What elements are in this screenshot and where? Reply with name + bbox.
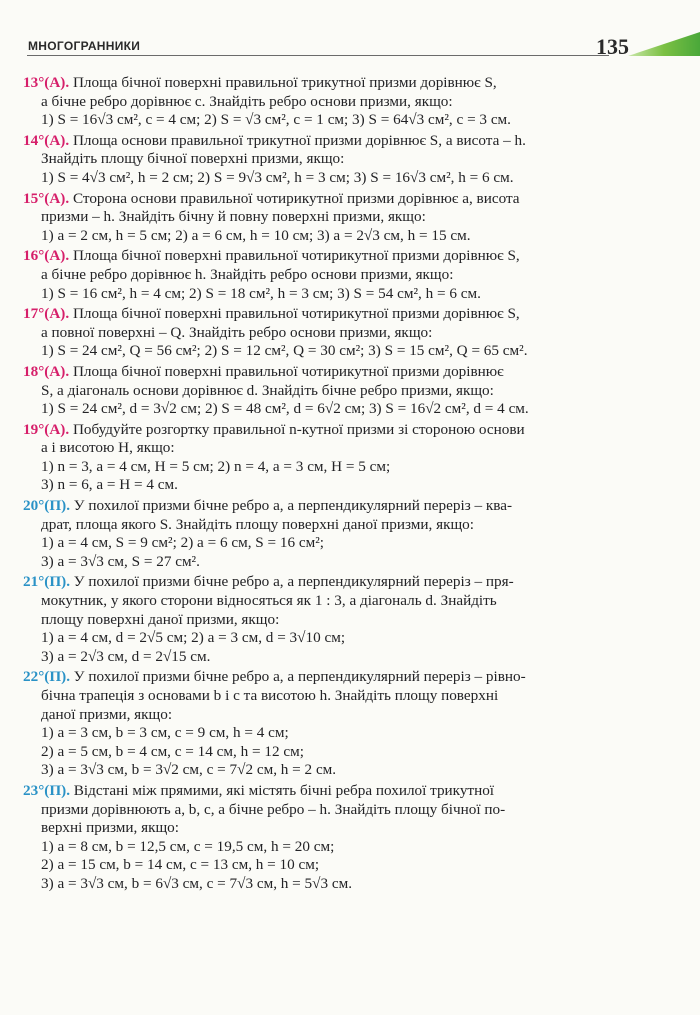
problem-line [23, 93, 635, 112]
problem-text: Площа основи правильної трикутної призми дорівнює S, а висота – h. [72, 131, 526, 149]
problem-text: 3) a = 3√3 см, b = 3√2 см, c = 7√2 см, h = 2 см. [41, 761, 337, 779]
problem-line [23, 553, 635, 572]
problem-text: 2) a = 5 см, b = 4 см, c = 14 см, h = 12 см; [41, 742, 304, 760]
problem-list [23, 74, 635, 896]
problem-text: 3) a = 3√3 см, S = 27 см². [41, 552, 200, 570]
problem-number: 14°(А). [23, 131, 70, 149]
problem-line [23, 439, 635, 458]
problem-text: S, а діагональ основи дорівнює d. Знайдіть бічне ребро призми, якщо: [41, 381, 494, 399]
problem-line [23, 668, 635, 687]
problem-text: 1) S = 24 см², d = 3√2 см; 2) S = 48 см², d = 6√2 см; 3) S = 16√2 см², d = 4 см. [41, 400, 529, 418]
problem-18 [23, 363, 635, 419]
problem-text: а бічне ребро дорівнює c. Знайдіть ребро основи призми, якщо: [41, 92, 453, 110]
problem-line [23, 74, 635, 93]
problem-text: 3) a = 3√3 см, b = 6√3 см, c = 7√3 см, h = 5√3 см. [41, 874, 353, 892]
problem-23 [23, 782, 635, 894]
problem-line [23, 266, 635, 285]
problem-line [23, 363, 635, 382]
problem-line [23, 687, 635, 706]
problem-line [23, 247, 635, 266]
problem-number: 16°(А). [23, 247, 70, 265]
problem-line [23, 801, 635, 820]
problem-text: Площа бічної поверхні правильної чотирикутної призми дорівнює [72, 362, 504, 380]
problem-line [23, 648, 635, 667]
problem-text: бічна трапеція з основами b і c та висотою h. Знайдіть площу поверхні [41, 687, 499, 704]
problem-14 [23, 132, 635, 188]
problem-text: даної призми, якщо: [41, 705, 173, 723]
problem-text: 1) n = 3, a = 4 см, H = 5 см; 2) n = 4, a = 3 см, H = 5 см; [41, 457, 391, 475]
problem-text: призми дорівнюють a, b, c, а бічне ребро – h. Знайдіть площу бічної по- [41, 800, 506, 818]
page-number: 135 [596, 34, 629, 59]
problem-text: а бічне ребро дорівнює h. Знайдіть ребро основи призми, якщо: [41, 265, 454, 283]
problem-line [23, 476, 635, 495]
problem-line [23, 782, 635, 801]
problem-line [23, 819, 635, 838]
problem-text: 1) S = 16√3 см², c = 4 см; 2) S = √3 см², c = 1 см; 3) S = 64√3 см², c = 3 см. [41, 111, 511, 129]
problem-20 [23, 497, 635, 571]
problem-line [23, 169, 635, 188]
header-rule [27, 55, 609, 56]
problem-number: 17°(А). [23, 305, 70, 323]
problem-text: мокутник, у якого сторони відносяться як 1 : 3, а діагональ d. Знайдіть [41, 592, 497, 610]
problem-16 [23, 247, 635, 303]
problem-line [23, 111, 635, 130]
problem-text: призми – h. Знайдіть бічну й повну поверхні призми, якщо: [41, 208, 426, 226]
problem-line [23, 497, 635, 516]
problem-text: 1) S = 4√3 см², h = 2 см; 2) S = 9√3 см², h = 3 см; 3) S = 16√3 см², h = 6 см. [41, 168, 514, 186]
problem-line [23, 706, 635, 725]
problem-line [23, 573, 635, 592]
problem-text: a і висотою H, якщо: [41, 439, 175, 457]
problem-text: Площа бічної поверхні правильної трикутної призми дорівнює S, [72, 74, 497, 91]
problem-line [23, 592, 635, 611]
problem-text: 1) a = 4 см, d = 2√5 см; 2) a = 3 см, d = 3√10 см; [41, 629, 346, 647]
problem-line [23, 190, 635, 209]
problem-text: драт, площа якого S. Знайдіть площу поверхні даної призми, якщо: [41, 515, 474, 533]
problem-text: Знайдіть площу бічної поверхні призми, якщо: [41, 150, 345, 168]
problem-text: Відстані між прямими, які містять бічні ребра похилої трикутної [73, 781, 495, 799]
problem-line [23, 421, 635, 440]
problem-text: 1) a = 3 см, b = 3 см, c = 9 см, h = 4 см; [41, 724, 289, 742]
problem-number: 15°(А). [23, 189, 70, 207]
problem-line [23, 611, 635, 630]
problem-text: Сторона основи правильної чотирикутної призми дорівнює a, висота [72, 189, 520, 207]
problem-line [23, 856, 635, 875]
problem-text: У похилої призми бічне ребро a, а перпендикулярний переріз – рівно- [73, 668, 526, 686]
problem-number: 18°(А). [23, 362, 70, 380]
section-title: МНОГОГРАННИКИ [28, 39, 141, 53]
problem-line [23, 324, 635, 343]
problem-21 [23, 573, 635, 666]
problem-text: Побудуйте розгортку правильної n-кутної призми зі стороною основи [72, 420, 525, 438]
problem-text: У похилої призми бічне ребро a, а перпендикулярний переріз – пря- [73, 573, 514, 591]
problem-text: 1) a = 8 см, b = 12,5 см, c = 19,5 см, h = 20 см; [41, 837, 335, 855]
problem-22 [23, 668, 635, 780]
problem-text: 1) a = 4 см, S = 9 см²; 2) a = 6 см, S = 16 см²; [41, 534, 325, 552]
page-header [0, 0, 700, 70]
problem-line [23, 458, 635, 477]
problem-17 [23, 305, 635, 361]
problem-line [23, 132, 635, 151]
problem-line [23, 516, 635, 535]
problem-line [23, 743, 635, 762]
problem-line [23, 305, 635, 324]
problem-text: верхні призми, якщо: [41, 819, 179, 837]
problem-line [23, 875, 635, 894]
problem-text: 1) S = 16 см², h = 4 см; 2) S = 18 см², h = 3 см; 3) S = 54 см², h = 6 см. [41, 284, 481, 302]
problem-text: 3) n = 6, a = H = 4 см. [41, 476, 178, 494]
problem-line [23, 534, 635, 553]
problem-text: 1) a = 2 см, h = 5 см; 2) a = 6 см, h = 10 см; 3) a = 2√3 см, h = 15 см. [41, 226, 471, 244]
problem-line [23, 342, 635, 361]
problem-line [23, 724, 635, 743]
problem-line [23, 285, 635, 304]
problem-15 [23, 190, 635, 246]
problem-number: 19°(А). [23, 420, 70, 438]
problem-number: 13°(А). [23, 74, 70, 91]
problem-number: 22°(П). [23, 668, 70, 686]
problem-text: 1) S = 24 см², Q = 56 см²; 2) S = 12 см², Q = 30 см²; 3) S = 15 см², Q = 65 см². [41, 342, 528, 360]
problem-number: 23°(П). [23, 781, 70, 799]
problem-number: 21°(П). [23, 573, 70, 591]
problem-number: 20°(П). [23, 497, 70, 515]
problem-text: Площа бічної поверхні правильної чотирикутної призми дорівнює S, [72, 305, 520, 323]
problem-line [23, 382, 635, 401]
problem-line [23, 629, 635, 648]
problem-line [23, 838, 635, 857]
problem-text: 3) a = 2√3 см, d = 2√15 см. [41, 647, 211, 665]
problem-line [23, 761, 635, 780]
problem-19 [23, 421, 635, 495]
problem-text: Площа бічної поверхні правильної чотирикутної призми дорівнює S, [72, 247, 520, 265]
problem-text: а повної поверхні – Q. Знайдіть ребро основи призми, якщо: [41, 323, 433, 341]
problem-line [23, 150, 635, 169]
problem-line [23, 208, 635, 227]
green-tab-decoration [628, 30, 700, 58]
problem-13 [23, 74, 635, 130]
problem-text: У похилої призми бічне ребро a, а перпендикулярний переріз – ква- [73, 497, 513, 515]
problem-text: 2) a = 15 см, b = 14 см, c = 13 см, h = 10 см; [41, 856, 320, 874]
problem-line [23, 400, 635, 419]
problem-text: площу поверхні даної призми, якщо: [41, 610, 280, 628]
problem-line [23, 227, 635, 246]
